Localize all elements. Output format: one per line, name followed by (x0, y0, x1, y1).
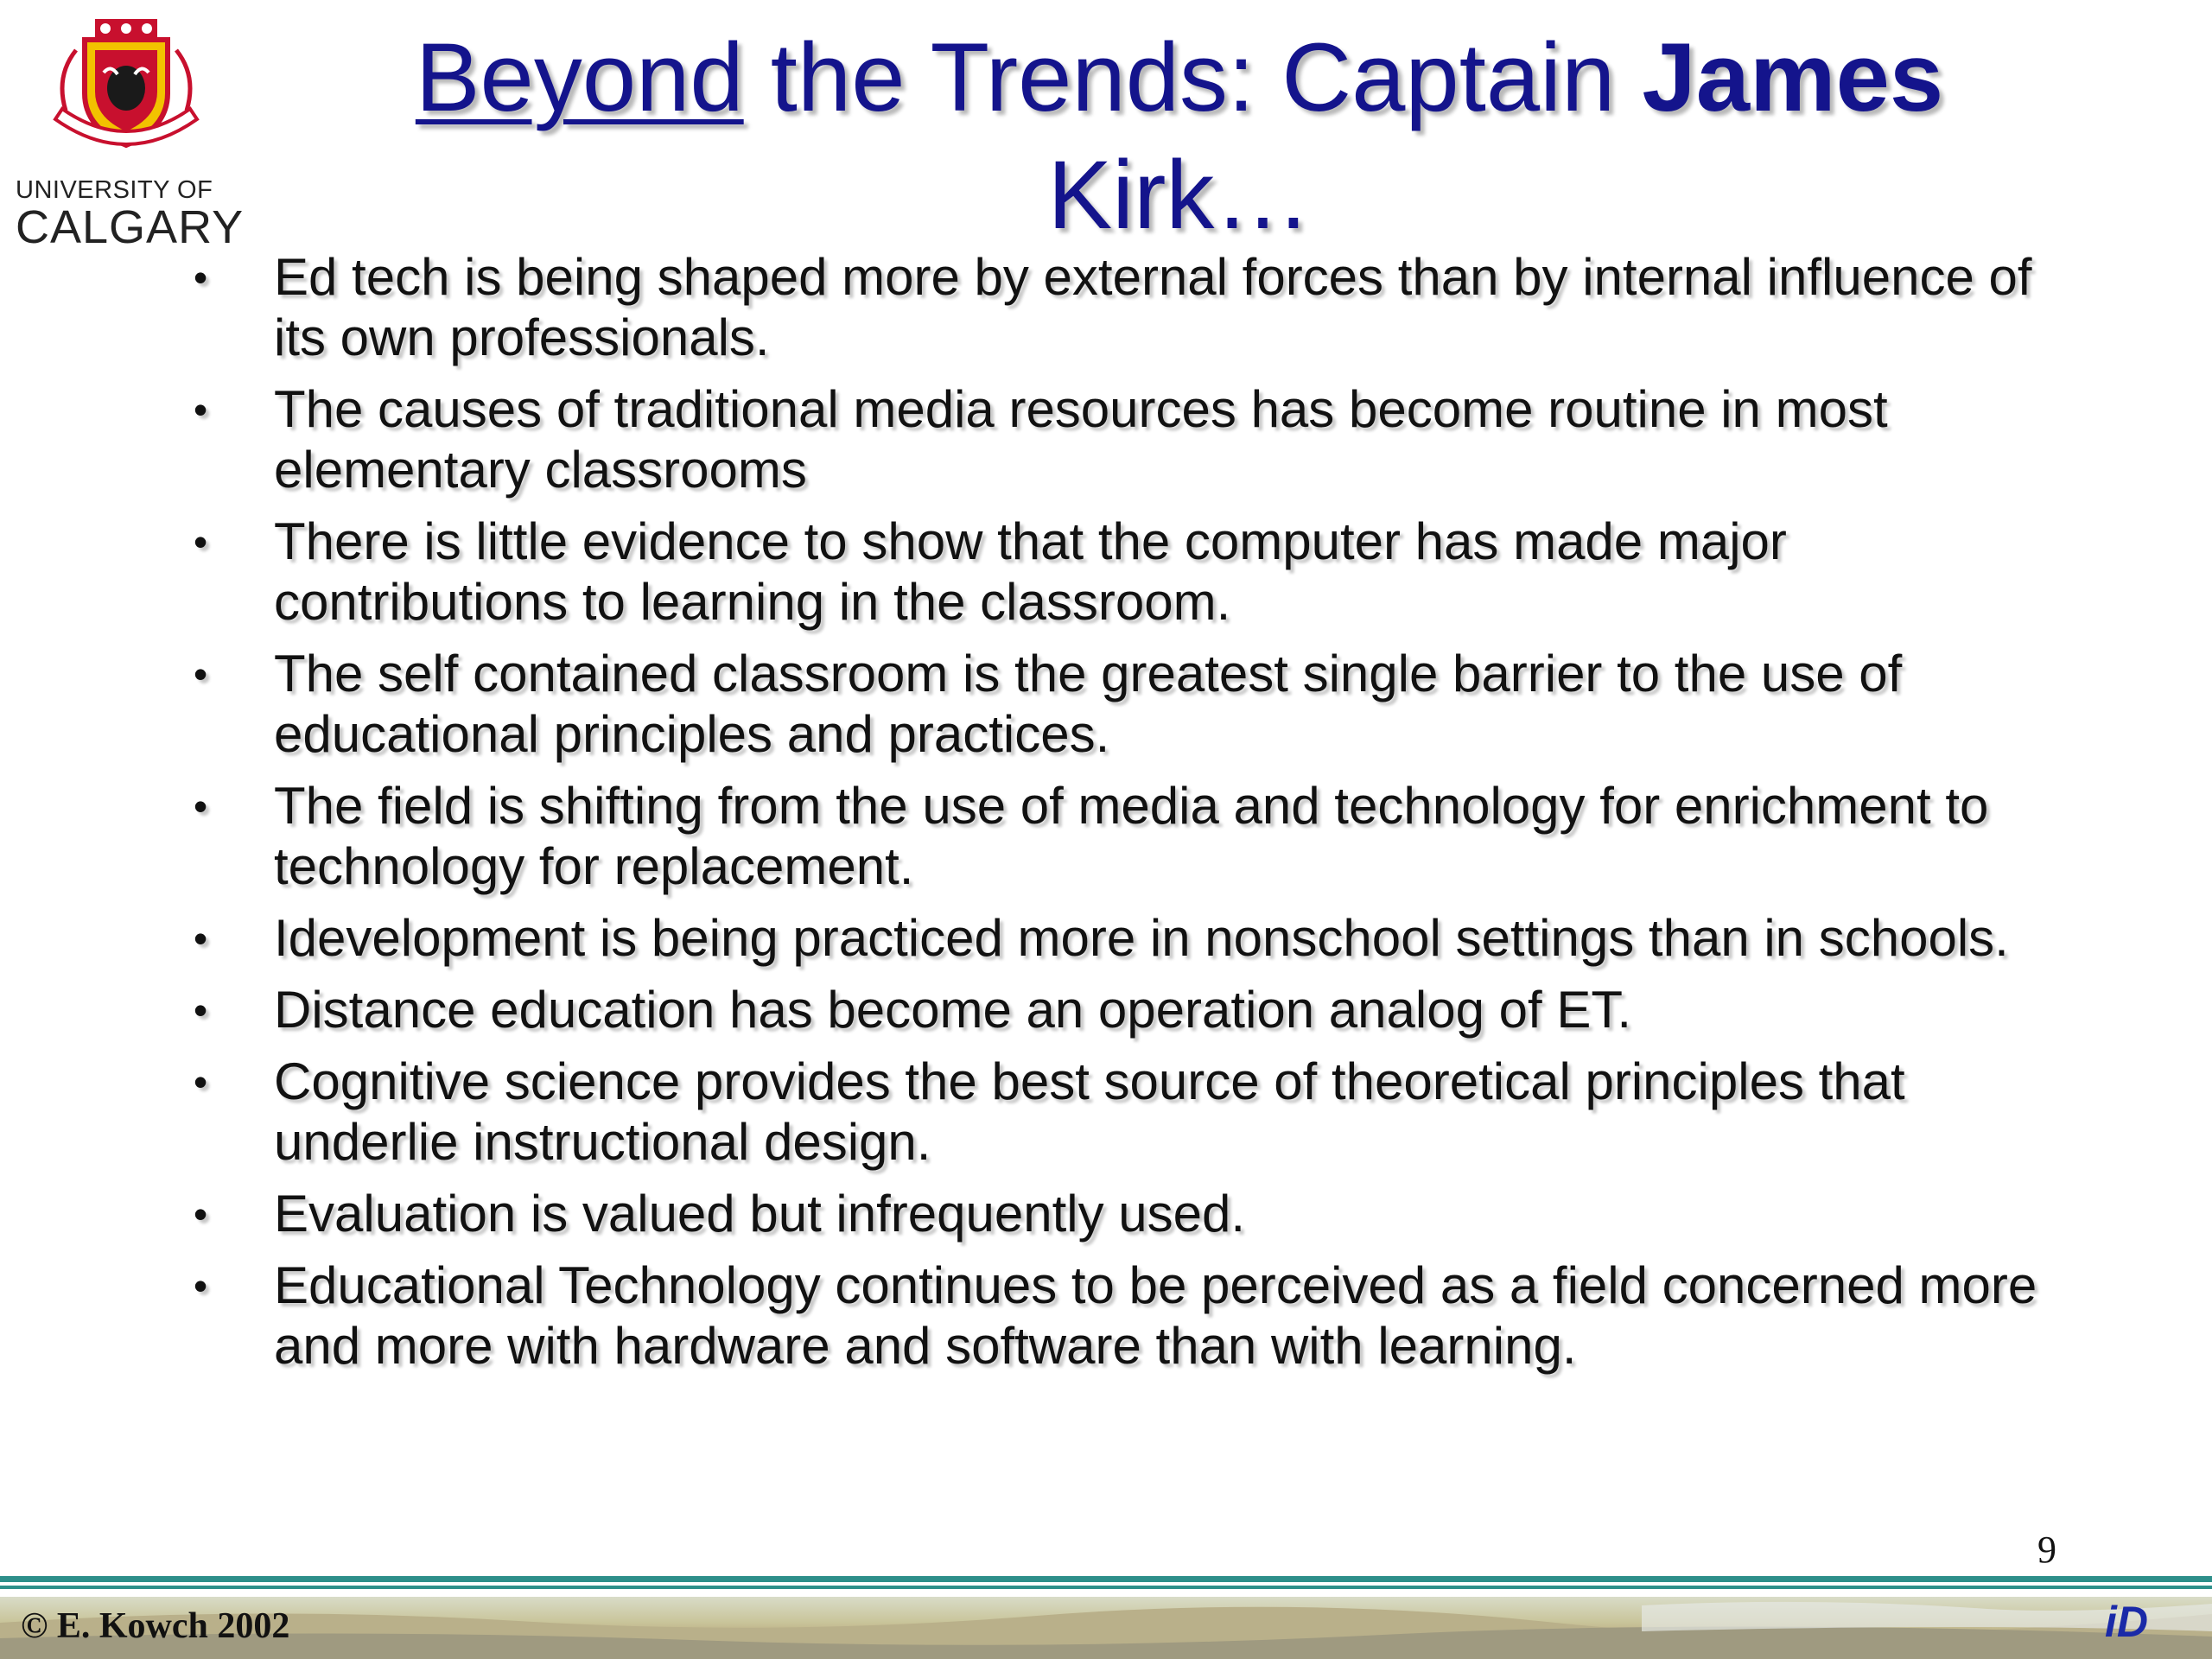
bullet-icon: • (193, 652, 208, 696)
title-second-line: Kirk… (1047, 141, 1312, 249)
university-logo (16, 16, 245, 253)
bullet-icon: • (193, 387, 208, 432)
bullet-text: The field is shifting from the use of media and technology for enrichment to technology for replacement. (274, 777, 1989, 895)
bullet-text: Evaluation is valued but infrequently used. (274, 1185, 1246, 1243)
bullet-text: Distance education has become an operation analog of ET. (274, 981, 1632, 1039)
bullet-list (183, 247, 2041, 1388)
bullet-icon: • (193, 916, 208, 961)
crest-icon (50, 16, 202, 164)
bullet-text: Cognitive science provides the best source of theoretical principles that underlie instructional design. (274, 1052, 1905, 1171)
bullet-text: Idevelopment is being practiced more in nonschool settings than in schools. (274, 909, 2009, 967)
bullet-icon: • (193, 1059, 208, 1104)
bullet-icon: • (193, 1263, 208, 1308)
bullet-item (183, 776, 2041, 897)
landscape-image (0, 1597, 2212, 1659)
bullet-text: Ed tech is being shaped more by external forces than by internal influence of its own professionals. (274, 248, 2032, 366)
bullet-item (183, 980, 2041, 1040)
id-logo-icon: iD (2105, 1598, 2148, 1646)
bullet-icon: • (193, 988, 208, 1033)
bullet-icon: • (193, 255, 208, 300)
bullet-item (183, 1255, 2041, 1376)
bullet-item (183, 247, 2041, 368)
bullet-item (183, 644, 2041, 765)
footer-rule-bottom (0, 1586, 2212, 1589)
slide-title (285, 19, 2074, 254)
page-number: 9 (2037, 1529, 2056, 1571)
title-underlined-word: Beyond (415, 23, 744, 131)
bullet-icon: • (193, 1192, 208, 1236)
copyright-text: © E. Kowch 2002 (21, 1606, 290, 1646)
footer-rule-top (0, 1576, 2212, 1582)
logo-text-line1: UNIVERSITY OF (16, 176, 213, 204)
bullet-icon: • (193, 784, 208, 829)
bullet-item (183, 512, 2041, 632)
bullet-text: There is little evidence to show that the computer has made major contributions to learning in the classroom. (274, 512, 1787, 631)
bullet-text: Educational Technology continues to be perceived as a field concerned more and more with hardware and software than with learning. (274, 1256, 2037, 1375)
title-middle-text: the Trends: Captain (743, 23, 1643, 131)
bullet-icon: • (193, 519, 208, 564)
logo-text-line2: CALGARY (16, 201, 245, 253)
bullet-item (183, 1184, 2041, 1244)
title-bold-word: James (1642, 23, 1944, 131)
bullet-item (183, 908, 2041, 969)
bullet-item (183, 1052, 2041, 1173)
bullet-text: The causes of traditional media resources has become routine in most elementary classrooms (274, 380, 1888, 499)
bullet-item (183, 379, 2041, 500)
footer-landscape-band (0, 1597, 2212, 1659)
bullet-text: The self contained classroom is the greatest single barrier to the use of educational principles and practices. (274, 645, 1903, 763)
